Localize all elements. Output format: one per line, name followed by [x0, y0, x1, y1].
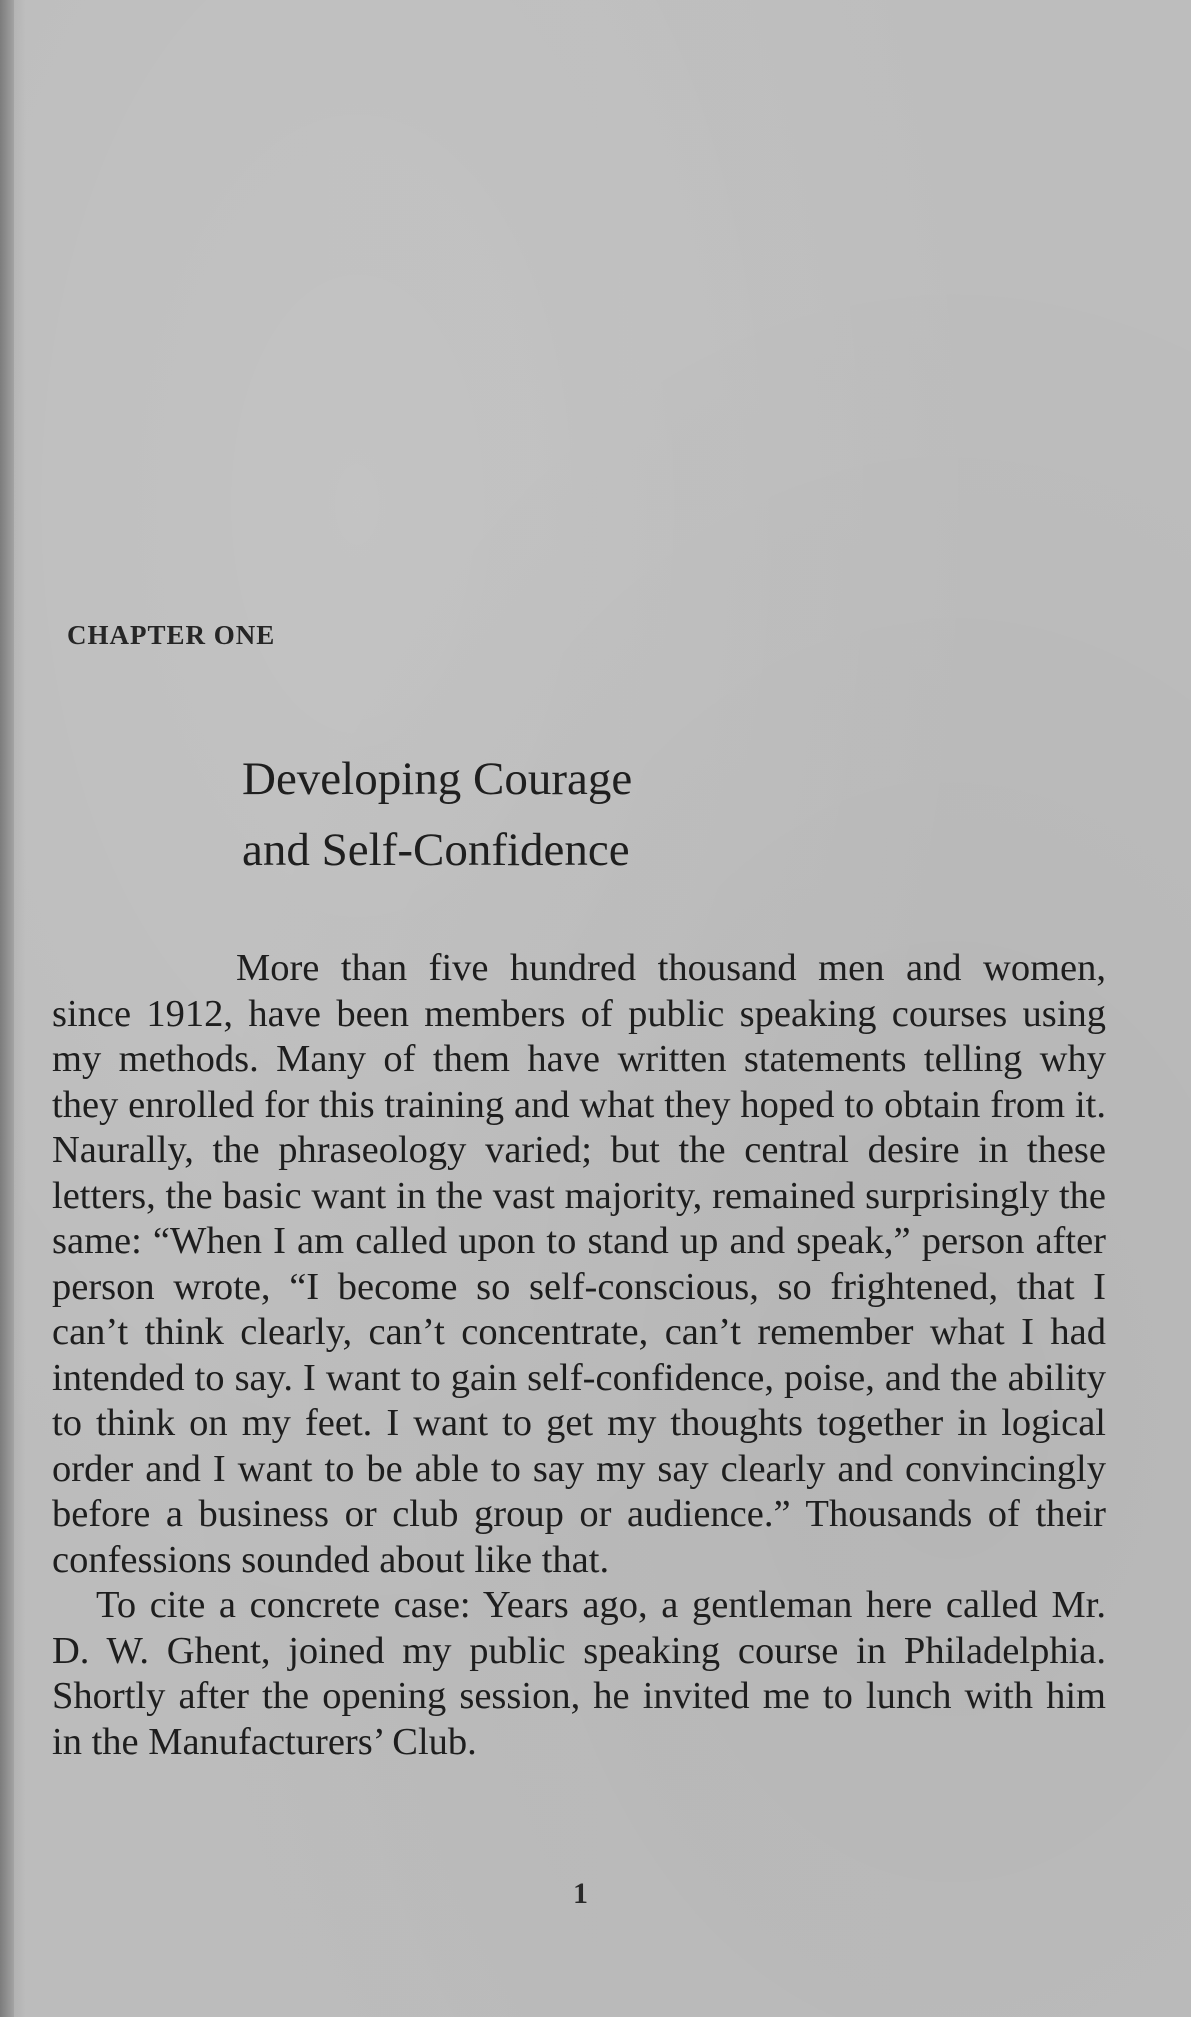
body-paragraph-1: More than five hundred thousand men and women, since 1912, have been members of public speaking courses using my methods. Many of them have written statements telling why they enrolled for this training and what they hoped to obtain from it. Naurally, the phraseology varied; but the central desire in these letters, the basic want in the vast majority, remained surprisingly the same: “When I am called upon to stand up and speak,” person after person wrote, “I become so self-conscious, so frightened, that I can’t think clearly, can’t concentrate, can’t remember what I had intended to say. I want to gain self-confidence, poise, and the ability to think on my feet. I want to get my thoughts together in logical order and I want to be able to say my say clearly and convincingly before a business or club group or audience.” Thousands of their confessions sounded about like that.	[52, 947, 1106, 1581]
page-number: 1	[573, 1877, 588, 1910]
page-spine-shadow	[0, 0, 14, 2017]
chapter-title-line-2: and Self-Confidence	[242, 824, 630, 876]
chapter-title-line-1: Developing Courage	[242, 753, 633, 805]
chapter-body	[52, 946, 1106, 1765]
chapter-title	[242, 744, 632, 886]
body-paragraph-2: To cite a concrete case: Years ago, a gentleman here called Mr. D. W. Ghent, joined my public speaking course in Philadelphia. Shortly after the opening session, he invited me to lunch with him in the Manufacturers’ Club.	[52, 1584, 1106, 1763]
chapter-label: CHAPTER ONE	[67, 620, 276, 650]
